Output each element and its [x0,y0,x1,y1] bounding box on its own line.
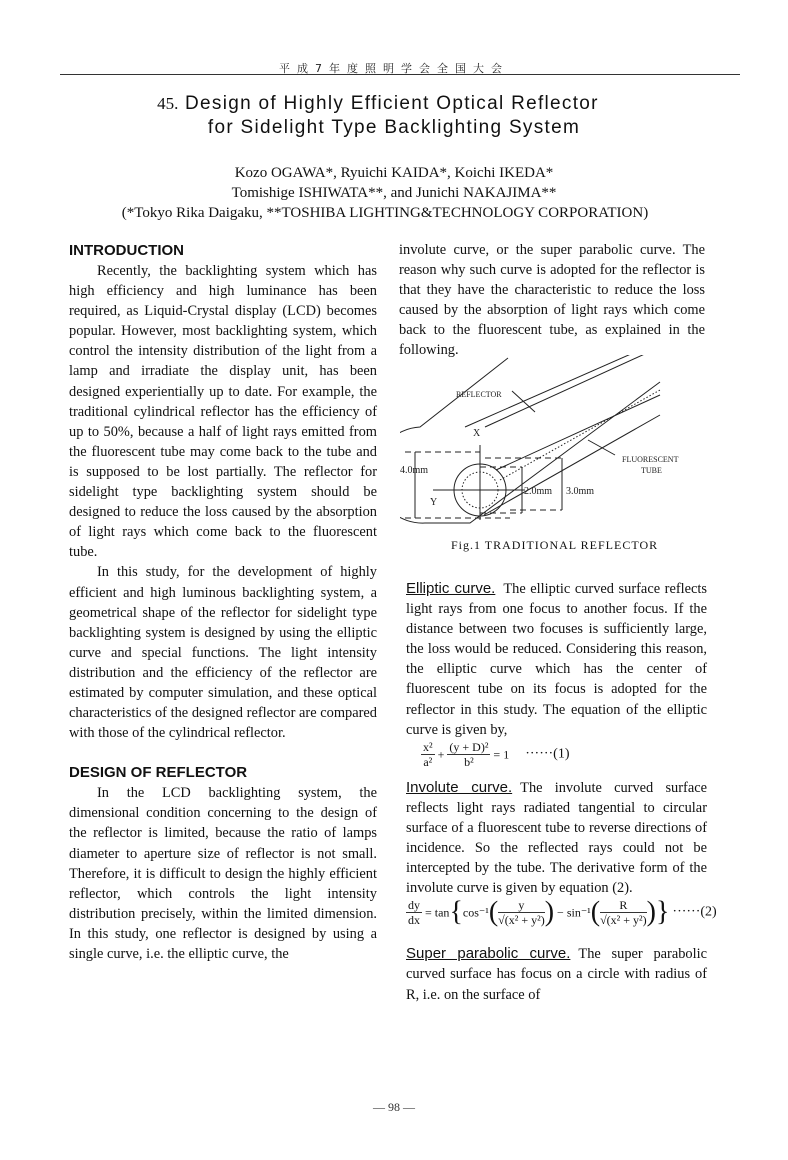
section-heading-introduction: INTRODUCTION [69,242,184,259]
label-dim-inner: 2.0mm [524,486,553,497]
title-line-1 [0,92,788,116]
eq1-plus: + [437,747,445,762]
eq1-rhs: = 1 [493,747,510,762]
intro-paragraph-1: Recently, the backlighting system which has high efficiency and high luminance has been required, as Liquid-Crystal display (LCD) becomes popular. However, most backlighting system, which control the intensity distribution of the light from a lamp and irradiate the display unit, has been designed experientially up to date. For example, the traditional cylindrical reflector has the efficiency of up to 50%, because a half of light rays emitted from the fluorescent tube may come back to the tube and is supposed to be lost partially. The reflector for sidelight type backlighting system should be designed to reduce the loss caused by the absorption of light rays which come back to the fluorescent tube. [69,263,377,561]
eq2-brace-open: { [449,896,463,928]
eq2-frac-b [600,898,647,927]
super-parabolic-paragraph [406,944,707,1004]
section-heading-design: DESIGN OF REFLECTOR [69,764,248,782]
reflector-leader [512,391,535,412]
eq1-term-2 [447,740,490,769]
eq2-paren-open-a: ( [488,896,499,928]
page-number: — 98 — [373,1100,415,1114]
eq2-paren-close-b: ) [646,896,656,928]
eq2-frac-a [498,898,545,927]
eq2-lhs-den: dx [408,913,420,928]
title-text-1: Design of Highly Efficient Optical Reflector [185,93,599,114]
running-head: 平成7年度照明学会全国大会 [279,62,509,75]
eq2-sin: sin⁻¹ [566,905,591,920]
label-fluorescent: FLUORESCENT [622,455,679,464]
equation-1 [406,740,707,778]
label-tube: TUBE [641,466,662,475]
design-paragraph-continued: involute curve, or the super parabolic curve. The reason why such curve is adopted for the reflector is that they have the characteristic to reduce the loss caused by the absorption of light rays which come back to the fluorescent tube, as explained in the following. [399,242,705,359]
label-reflector: REFLECTOR [456,390,502,399]
figure-traditional-reflector [400,355,690,560]
left-column [69,241,377,964]
intro-paragraph-2: In this study, for the development of highly efficient and high luminous backlighting system, a geometrical shape of the reflector for sidelight type backlighting system is designed by using the elliptic curve and special functions. The light intensity distribution and the efficiency of the reflector are estimated by computer simulation, and these optical characteristics of the designed reflector are compared with those of the cylindrical reflector. [69,564,377,742]
elliptic-text: The elliptic curved surface reflects light rays from one focus to another focus. If the distance between two focuses is sufficiently large, the loss would be reduced. Considering this reason, the elliptic curve which has the center of fluorescent tube on its focus is adopted for the reflector in this study. The equation of the elliptic curve is given by, [406,581,708,738]
right-column-bottom [406,579,717,1005]
label-y-axis: Y [430,497,438,508]
eq2-den-a: √(x² + y²) [498,913,545,928]
right-column-top [399,240,705,361]
eq2-cos: cos⁻¹ [462,905,489,920]
super-parabolic-text: The super parabolic curved surface has focus on a circle with radius of R, i.e. on the surface of [406,946,707,1003]
authors-line-1: Kozo OGAWA*, Ryuichi KAIDA*, Koichi IKEDA* [234,165,554,181]
fluorescent-leader [588,440,615,455]
eq1-num2: (y + D)² [449,739,489,754]
eq2-paren-open-b: ( [590,896,601,928]
eq2-tan: = tan [425,905,450,920]
label-dim-outer: 4.0mm [400,465,429,476]
eq2-lhs-num: dy [408,898,420,913]
tube-lower-line [484,415,660,515]
eq1-num1: x² [423,739,433,754]
paper-number: 45. [157,94,179,113]
eq2-brace-close: } [655,896,670,928]
subheading-elliptic: Elliptic curve. [406,580,496,597]
eq2-lhs [406,898,422,927]
reflector-outer-curve [400,358,660,523]
figure-caption: Fig.1 TRADITIONAL REFLECTOR [451,538,659,552]
eq1-den1: a² [423,754,433,769]
eq2-paren-close-a: ) [544,896,555,928]
design-paragraph-1: In the LCD backlighting system, the dimensional condition concerning to the design of the reflector is limited, because the ratio of lamps diameter to aperture size of reflector is not small. Therefore, it is difficult to design the highly efficient reflector, which controls the light intensity distribution precisely, within the limited dimension. In this study, one reflector is designed by using a single curve, i.e. the elliptic curve, the [69,785,377,962]
eq1-den2: b² [464,754,474,769]
eq2-den-b: √(x² + y²) [600,913,647,928]
involute-text: The involute curved surface reflects light rays radiated tangential to circular surface of a fluorescent tube to reverse directions of incidence. So the reflected rays could not be intercepted by the tube. The derivative form of the involute curve is given by equation (2). [406,779,707,897]
eq1-label: ······(1) [525,746,570,762]
label-dim-mid: 3.0mm [566,486,595,497]
eq2-num-b: R [600,898,647,913]
eq2-minus: − [557,905,564,920]
involute-paragraph [406,778,707,899]
title-line-2: for Sidelight Type Backlighting System [207,117,581,138]
authors-line-2: Tomishige ISHIWATA**, and Junichi NAKAJIMA** [231,185,557,201]
elliptic-paragraph [406,579,707,740]
header-rule [60,74,740,75]
eq2-label: ······(2) [672,904,717,920]
eq1-term-1 [421,740,435,769]
label-x-axis: X [473,428,481,439]
subheading-super-parabolic: Super parabolic curve. [406,945,571,963]
subheading-involute: Involute curve. [406,778,513,796]
equation-2 [406,896,717,944]
affiliation: (*Tokyo Rika Daigaku, **TOSHIBA LIGHTING&TECHNOLOGY CORPORATION) [121,205,649,221]
reflector-inner-line [485,355,660,427]
section-gap [69,743,377,763]
authors-block [0,163,788,223]
paper-title [0,92,788,140]
tube-dotted-line [500,390,660,480]
eq2-num-a: y [498,898,545,913]
